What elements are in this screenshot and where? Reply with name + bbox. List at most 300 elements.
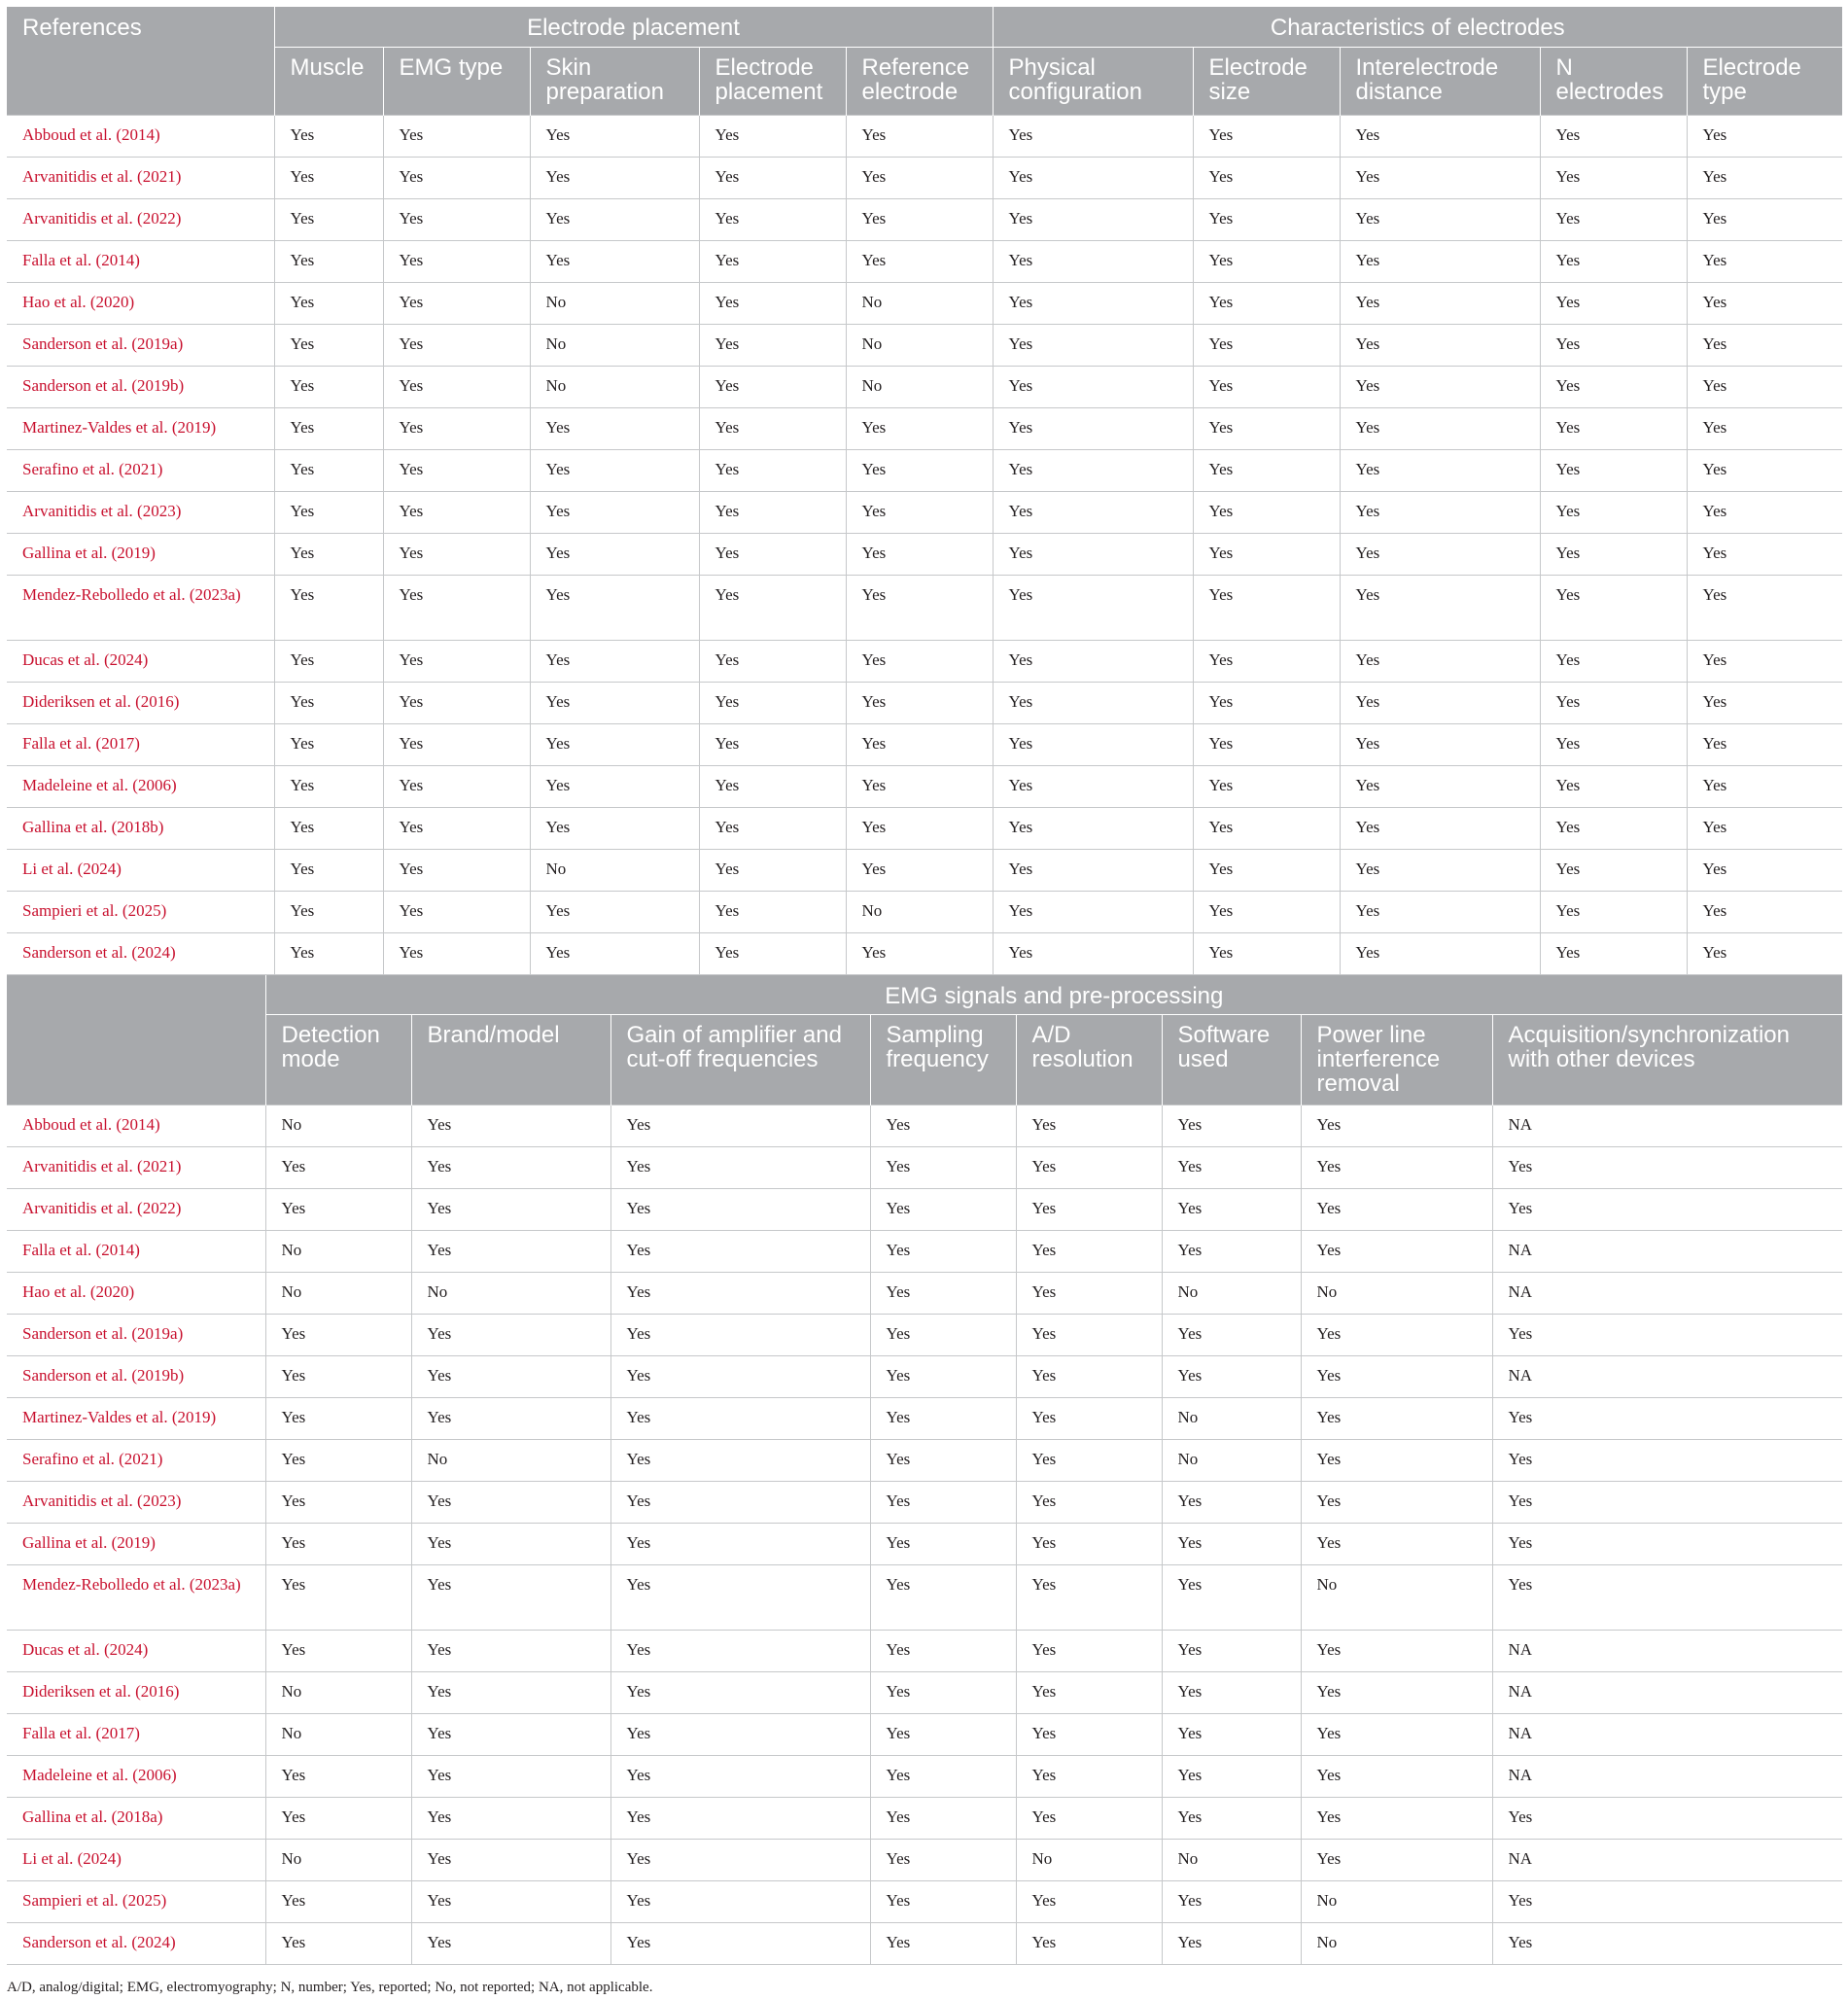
table-cell: No bbox=[1301, 1923, 1492, 1965]
reference-link[interactable]: Arvanitidis et al. (2021) bbox=[7, 1147, 265, 1189]
table-cell: Yes bbox=[1540, 198, 1687, 240]
table-cell: Yes bbox=[383, 157, 530, 198]
table-cell: Yes bbox=[383, 324, 530, 366]
table-cell: Yes bbox=[530, 682, 699, 723]
table-cell: Yes bbox=[1193, 807, 1340, 849]
reference-link[interactable]: Gallina et al. (2019) bbox=[7, 533, 274, 575]
table-cell: Yes bbox=[530, 115, 699, 157]
table-cell: Yes bbox=[1340, 157, 1540, 198]
table-cell: No bbox=[530, 324, 699, 366]
table-cell: Yes bbox=[274, 849, 383, 891]
reference-link[interactable]: Serafino et al. (2021) bbox=[7, 1440, 265, 1482]
table-cell: Yes bbox=[870, 1315, 1016, 1356]
table-cell: Yes bbox=[1193, 491, 1340, 533]
reference-link[interactable]: Martinez-Valdes et al. (2019) bbox=[7, 407, 274, 449]
table-cell: Yes bbox=[383, 849, 530, 891]
reference-link[interactable]: Sanderson et al. (2019a) bbox=[7, 1315, 265, 1356]
table-row bbox=[7, 449, 1842, 491]
table-cell: Yes bbox=[274, 449, 383, 491]
table-cell: NA bbox=[1492, 1840, 1842, 1881]
table-cell: Yes bbox=[1193, 407, 1340, 449]
table-cell: Yes bbox=[1016, 1631, 1162, 1672]
table-row bbox=[7, 1840, 1842, 1881]
table-cell: No bbox=[265, 1273, 411, 1315]
column-header: Muscle bbox=[274, 47, 383, 115]
table-cell: Yes bbox=[846, 449, 993, 491]
table-cell: Yes bbox=[1193, 449, 1340, 491]
table-cell: Yes bbox=[411, 1565, 610, 1631]
table-cell: Yes bbox=[993, 491, 1193, 533]
table-row bbox=[7, 1440, 1842, 1482]
table-row bbox=[7, 765, 1842, 807]
table-cell: Yes bbox=[610, 1315, 870, 1356]
table-cell: Yes bbox=[274, 723, 383, 765]
table-cell: Yes bbox=[870, 1672, 1016, 1714]
table-cell: Yes bbox=[1540, 366, 1687, 407]
table-cell: Yes bbox=[1193, 891, 1340, 932]
group-header-electrode-placement: Electrode placement bbox=[274, 7, 993, 47]
table-cell: Yes bbox=[274, 765, 383, 807]
table-cell: No bbox=[530, 366, 699, 407]
table-cell: Yes bbox=[993, 115, 1193, 157]
electrode-table bbox=[7, 7, 1842, 975]
table-cell: Yes bbox=[1540, 282, 1687, 324]
table-cell: Yes bbox=[1540, 533, 1687, 575]
table-row bbox=[7, 932, 1842, 974]
table-wrapper bbox=[7, 7, 1842, 1965]
table-cell: Yes bbox=[1540, 575, 1687, 640]
table-cell: Yes bbox=[1492, 1923, 1842, 1965]
table-cell: Yes bbox=[610, 1189, 870, 1231]
table-cell: Yes bbox=[846, 723, 993, 765]
table-cell: Yes bbox=[1193, 533, 1340, 575]
table-cell: Yes bbox=[530, 449, 699, 491]
table-cell: Yes bbox=[1193, 765, 1340, 807]
table-cell: Yes bbox=[699, 491, 846, 533]
reference-link[interactable]: Falla et al. (2017) bbox=[7, 1714, 265, 1756]
reference-link[interactable]: Arvanitidis et al. (2022) bbox=[7, 1189, 265, 1231]
table-cell: Yes bbox=[1687, 533, 1842, 575]
table-cell: Yes bbox=[265, 1147, 411, 1189]
table-cell: Yes bbox=[870, 1565, 1016, 1631]
table-cell: Yes bbox=[699, 932, 846, 974]
table-cell: Yes bbox=[265, 1565, 411, 1631]
table-cell: NA bbox=[1492, 1105, 1842, 1147]
table-cell: Yes bbox=[411, 1756, 610, 1798]
table-row bbox=[7, 1881, 1842, 1923]
table-cell: Yes bbox=[1540, 407, 1687, 449]
table-cell: Yes bbox=[610, 1565, 870, 1631]
table-cell: Yes bbox=[699, 891, 846, 932]
table-cell: Yes bbox=[610, 1273, 870, 1315]
table-cell: Yes bbox=[274, 407, 383, 449]
table-cell: Yes bbox=[411, 1881, 610, 1923]
table-cell: Yes bbox=[846, 115, 993, 157]
table-cell: Yes bbox=[1162, 1714, 1301, 1756]
table-row bbox=[7, 407, 1842, 449]
table-cell: Yes bbox=[1687, 282, 1842, 324]
column-header: Detection mode bbox=[265, 1015, 411, 1105]
table-cell: Yes bbox=[1687, 240, 1842, 282]
table-cell: Yes bbox=[1687, 366, 1842, 407]
table-cell: Yes bbox=[870, 1881, 1016, 1923]
table-cell: Yes bbox=[1340, 407, 1540, 449]
table-cell: Yes bbox=[1301, 1189, 1492, 1231]
table-cell: Yes bbox=[530, 807, 699, 849]
table-cell: No bbox=[1301, 1881, 1492, 1923]
table-cell: Yes bbox=[1540, 807, 1687, 849]
table-cell: NA bbox=[1492, 1714, 1842, 1756]
table-cell: Yes bbox=[1687, 575, 1842, 640]
reference-link[interactable]: Dideriksen et al. (2016) bbox=[7, 1672, 265, 1714]
table-cell: Yes bbox=[530, 157, 699, 198]
table-row bbox=[7, 1231, 1842, 1273]
table-cell: Yes bbox=[530, 723, 699, 765]
table-cell: Yes bbox=[1540, 723, 1687, 765]
table-cell: Yes bbox=[1193, 240, 1340, 282]
table-cell: Yes bbox=[846, 575, 993, 640]
reference-link[interactable]: Sanderson et al. (2024) bbox=[7, 1923, 265, 1965]
reference-link[interactable]: Sampieri et al. (2025) bbox=[7, 1881, 265, 1923]
table-cell: Yes bbox=[699, 765, 846, 807]
reference-link[interactable]: Falla et al. (2014) bbox=[7, 240, 274, 282]
table-cell: Yes bbox=[383, 115, 530, 157]
reference-link[interactable]: Sanderson et al. (2019a) bbox=[7, 324, 274, 366]
reference-link[interactable]: Arvanitidis et al. (2022) bbox=[7, 198, 274, 240]
table-cell: Yes bbox=[993, 533, 1193, 575]
table-cell: Yes bbox=[993, 891, 1193, 932]
column-header: Interelectrode distance bbox=[1340, 47, 1540, 115]
table-cell: Yes bbox=[274, 807, 383, 849]
table-row bbox=[7, 1315, 1842, 1356]
table-cell: Yes bbox=[411, 1105, 610, 1147]
table-cell: Yes bbox=[1687, 407, 1842, 449]
table-cell: Yes bbox=[1340, 849, 1540, 891]
table-cell: Yes bbox=[1162, 1105, 1301, 1147]
table-cell: Yes bbox=[870, 1840, 1016, 1881]
table-cell: Yes bbox=[699, 849, 846, 891]
reference-link[interactable]: Gallina et al. (2019) bbox=[7, 1524, 265, 1565]
table-cell: Yes bbox=[699, 240, 846, 282]
reference-link[interactable]: Sanderson et al. (2019b) bbox=[7, 366, 274, 407]
table-cell: No bbox=[411, 1273, 610, 1315]
table-cell: Yes bbox=[846, 491, 993, 533]
table-cell: Yes bbox=[1193, 849, 1340, 891]
table-cell: Yes bbox=[1540, 640, 1687, 682]
table-cell: Yes bbox=[274, 282, 383, 324]
table-row bbox=[7, 849, 1842, 891]
table-cell: Yes bbox=[1016, 1881, 1162, 1923]
reference-link[interactable]: Ducas et al. (2024) bbox=[7, 1631, 265, 1672]
table-row bbox=[7, 1189, 1842, 1231]
table-cell: Yes bbox=[274, 324, 383, 366]
table-row bbox=[7, 1524, 1842, 1565]
table-cell: Yes bbox=[1162, 1565, 1301, 1631]
table-cell: Yes bbox=[265, 1881, 411, 1923]
table-cell: Yes bbox=[383, 533, 530, 575]
table-cell: Yes bbox=[383, 282, 530, 324]
table-cell: Yes bbox=[1016, 1565, 1162, 1631]
table-cell: Yes bbox=[846, 932, 993, 974]
table-cell: Yes bbox=[1016, 1147, 1162, 1189]
table-cell: Yes bbox=[530, 765, 699, 807]
table-cell: Yes bbox=[411, 1631, 610, 1672]
table-cell: Yes bbox=[1492, 1147, 1842, 1189]
reference-link[interactable]: Gallina et al. (2018b) bbox=[7, 807, 274, 849]
table-cell: Yes bbox=[1016, 1105, 1162, 1147]
table-cell: Yes bbox=[1301, 1105, 1492, 1147]
table-cell: Yes bbox=[1492, 1881, 1842, 1923]
reference-link[interactable]: Li et al. (2024) bbox=[7, 849, 274, 891]
table-cell: Yes bbox=[993, 682, 1193, 723]
table-cell: Yes bbox=[699, 682, 846, 723]
table-cell: Yes bbox=[1687, 723, 1842, 765]
table-cell: Yes bbox=[265, 1482, 411, 1524]
table-cell: Yes bbox=[699, 198, 846, 240]
table-cell: Yes bbox=[1340, 932, 1540, 974]
reference-link[interactable]: Arvanitidis et al. (2023) bbox=[7, 1482, 265, 1524]
table-cell: No bbox=[1016, 1840, 1162, 1881]
table-cell: NA bbox=[1492, 1356, 1842, 1398]
table-cell: Yes bbox=[1340, 282, 1540, 324]
table-cell: Yes bbox=[1340, 891, 1540, 932]
table-cell: Yes bbox=[411, 1798, 610, 1840]
table-cell: Yes bbox=[1687, 640, 1842, 682]
table-cell: Yes bbox=[846, 198, 993, 240]
table-cell: Yes bbox=[1687, 849, 1842, 891]
table-cell: Yes bbox=[1340, 198, 1540, 240]
table-cell: Yes bbox=[870, 1147, 1016, 1189]
table-footnote: A/D, analog/digital; EMG, electromyography; N, number; Yes, reported; No, not reported; NA, not applicable. bbox=[7, 1980, 653, 1995]
table-cell: Yes bbox=[383, 765, 530, 807]
table-cell: Yes bbox=[1016, 1273, 1162, 1315]
reference-link[interactable]: Sampieri et al. (2025) bbox=[7, 891, 274, 932]
table-cell: Yes bbox=[610, 1398, 870, 1440]
reference-link[interactable]: Li et al. (2024) bbox=[7, 1840, 265, 1881]
table-row bbox=[7, 1756, 1842, 1798]
table-row bbox=[7, 1923, 1842, 1965]
reference-link[interactable]: Falla et al. (2017) bbox=[7, 723, 274, 765]
table-cell: Yes bbox=[993, 366, 1193, 407]
table-cell: Yes bbox=[1301, 1147, 1492, 1189]
table-cell: No bbox=[1301, 1565, 1492, 1631]
table-cell: Yes bbox=[1193, 682, 1340, 723]
table-cell: Yes bbox=[610, 1881, 870, 1923]
table-cell: Yes bbox=[1540, 765, 1687, 807]
table-cell: Yes bbox=[870, 1923, 1016, 1965]
reference-link[interactable]: Madeleine et al. (2006) bbox=[7, 765, 274, 807]
reference-link[interactable]: Abboud et al. (2014) bbox=[7, 115, 274, 157]
table-cell: Yes bbox=[699, 407, 846, 449]
table-cell: Yes bbox=[1193, 157, 1340, 198]
table-cell: Yes bbox=[699, 533, 846, 575]
reference-link[interactable]: Sanderson et al. (2024) bbox=[7, 932, 274, 974]
table-cell: Yes bbox=[265, 1923, 411, 1965]
reference-link[interactable]: Madeleine et al. (2006) bbox=[7, 1756, 265, 1798]
table-cell: No bbox=[530, 849, 699, 891]
table-cell: Yes bbox=[1340, 682, 1540, 723]
table-cell: Yes bbox=[1340, 491, 1540, 533]
table-cell: Yes bbox=[1162, 1315, 1301, 1356]
column-header: Electrode placement bbox=[699, 47, 846, 115]
table-cell: Yes bbox=[846, 407, 993, 449]
table-cell: Yes bbox=[846, 533, 993, 575]
table-cell: Yes bbox=[699, 157, 846, 198]
table-row bbox=[7, 491, 1842, 533]
table-cell: Yes bbox=[1687, 682, 1842, 723]
table-cell: Yes bbox=[1162, 1923, 1301, 1965]
table-cell: NA bbox=[1492, 1273, 1842, 1315]
table-row bbox=[7, 240, 1842, 282]
table-cell: No bbox=[265, 1105, 411, 1147]
table-cell: Yes bbox=[274, 640, 383, 682]
table-cell: No bbox=[265, 1672, 411, 1714]
table-cell: Yes bbox=[870, 1524, 1016, 1565]
reference-link[interactable]: Gallina et al. (2018a) bbox=[7, 1798, 265, 1840]
reference-link[interactable]: Arvanitidis et al. (2021) bbox=[7, 157, 274, 198]
table-cell: Yes bbox=[530, 640, 699, 682]
reference-link[interactable]: Serafino et al. (2021) bbox=[7, 449, 274, 491]
reference-link[interactable]: Mendez-Rebolledo et al. (2023a) bbox=[7, 1565, 265, 1631]
table-cell: Yes bbox=[274, 198, 383, 240]
table-cell: Yes bbox=[1301, 1756, 1492, 1798]
table-cell: Yes bbox=[1162, 1881, 1301, 1923]
table-row bbox=[7, 1714, 1842, 1756]
table-cell: Yes bbox=[699, 807, 846, 849]
column-header: Electrode type bbox=[1687, 47, 1842, 115]
table-cell: Yes bbox=[610, 1356, 870, 1398]
table-cell: Yes bbox=[1687, 115, 1842, 157]
table-cell: Yes bbox=[383, 640, 530, 682]
table-cell: Yes bbox=[993, 932, 1193, 974]
table-cell: Yes bbox=[383, 449, 530, 491]
reference-link[interactable]: Martinez-Valdes et al. (2019) bbox=[7, 1398, 265, 1440]
table-cell: Yes bbox=[265, 1356, 411, 1398]
reference-link[interactable]: Dideriksen et al. (2016) bbox=[7, 682, 274, 723]
table-cell: Yes bbox=[1193, 575, 1340, 640]
column-header: Power line interference removal bbox=[1301, 1015, 1492, 1105]
table-cell: Yes bbox=[870, 1105, 1016, 1147]
group-header-characteristics: Characteristics of electrodes bbox=[993, 7, 1842, 47]
table-cell: Yes bbox=[383, 198, 530, 240]
table-cell: Yes bbox=[411, 1923, 610, 1965]
table-cell: Yes bbox=[1687, 932, 1842, 974]
table-cell: Yes bbox=[383, 807, 530, 849]
table-cell: Yes bbox=[1540, 324, 1687, 366]
table-cell: Yes bbox=[699, 640, 846, 682]
table-cell: Yes bbox=[1540, 682, 1687, 723]
emg-signals-table-body bbox=[7, 1105, 1842, 1965]
reference-link[interactable]: Ducas et al. (2024) bbox=[7, 640, 274, 682]
table-cell: Yes bbox=[383, 682, 530, 723]
table-cell: Yes bbox=[870, 1356, 1016, 1398]
table-cell: Yes bbox=[265, 1798, 411, 1840]
table-cell: Yes bbox=[1162, 1756, 1301, 1798]
table-cell: Yes bbox=[274, 575, 383, 640]
table-cell: Yes bbox=[1016, 1798, 1162, 1840]
table-row bbox=[7, 115, 1842, 157]
table-cell: No bbox=[1162, 1840, 1301, 1881]
table-cell: Yes bbox=[1687, 765, 1842, 807]
table-cell: Yes bbox=[265, 1315, 411, 1356]
table-cell: Yes bbox=[870, 1756, 1016, 1798]
table-cell: Yes bbox=[870, 1798, 1016, 1840]
column-header: Brand/model bbox=[411, 1015, 610, 1105]
table-row bbox=[7, 157, 1842, 198]
table-row bbox=[7, 324, 1842, 366]
table-cell: Yes bbox=[1492, 1524, 1842, 1565]
table-cell: Yes bbox=[1162, 1798, 1301, 1840]
table-cell: Yes bbox=[846, 640, 993, 682]
table-cell: Yes bbox=[1301, 1631, 1492, 1672]
table-cell: Yes bbox=[1301, 1714, 1492, 1756]
table-cell: Yes bbox=[993, 282, 1193, 324]
table-cell: Yes bbox=[1193, 723, 1340, 765]
table-cell: Yes bbox=[993, 240, 1193, 282]
reference-link[interactable]: Hao et al. (2020) bbox=[7, 1273, 265, 1315]
table-cell: Yes bbox=[383, 407, 530, 449]
electrode-table-body bbox=[7, 115, 1842, 974]
table-cell: Yes bbox=[610, 1231, 870, 1273]
table-cell: Yes bbox=[274, 115, 383, 157]
table-cell: Yes bbox=[846, 240, 993, 282]
table-cell: Yes bbox=[610, 1672, 870, 1714]
table-cell: Yes bbox=[383, 891, 530, 932]
table-cell: Yes bbox=[274, 157, 383, 198]
table-cell: Yes bbox=[1687, 157, 1842, 198]
table-cell: Yes bbox=[1162, 1524, 1301, 1565]
table-cell: Yes bbox=[1162, 1231, 1301, 1273]
table-cell: Yes bbox=[1016, 1231, 1162, 1273]
table-row bbox=[7, 1398, 1842, 1440]
table-cell: No bbox=[846, 366, 993, 407]
reference-link[interactable]: Hao et al. (2020) bbox=[7, 282, 274, 324]
table-cell: Yes bbox=[1193, 115, 1340, 157]
table-cell: Yes bbox=[411, 1714, 610, 1756]
table-row bbox=[7, 282, 1842, 324]
reference-link[interactable]: Abboud et al. (2014) bbox=[7, 1105, 265, 1147]
table-cell: Yes bbox=[699, 575, 846, 640]
table-cell: Yes bbox=[993, 640, 1193, 682]
table-cell: Yes bbox=[1540, 932, 1687, 974]
table-cell: Yes bbox=[1340, 449, 1540, 491]
table-cell: Yes bbox=[274, 366, 383, 407]
table-cell: Yes bbox=[1193, 640, 1340, 682]
table-cell: Yes bbox=[1016, 1714, 1162, 1756]
table-cell: Yes bbox=[993, 849, 1193, 891]
table-cell: Yes bbox=[383, 366, 530, 407]
reference-link[interactable]: Falla et al. (2014) bbox=[7, 1231, 265, 1273]
table-cell: Yes bbox=[1193, 282, 1340, 324]
table-cell: Yes bbox=[1016, 1672, 1162, 1714]
table-cell: No bbox=[265, 1231, 411, 1273]
table-cell: Yes bbox=[411, 1189, 610, 1231]
table-cell: Yes bbox=[1492, 1189, 1842, 1231]
table-cell: Yes bbox=[530, 533, 699, 575]
table-cell: Yes bbox=[411, 1315, 610, 1356]
reference-link[interactable]: Mendez-Rebolledo et al. (2023a) bbox=[7, 575, 274, 640]
reference-link[interactable]: Sanderson et al. (2019b) bbox=[7, 1356, 265, 1398]
table-cell: Yes bbox=[993, 575, 1193, 640]
table-cell: No bbox=[1162, 1273, 1301, 1315]
table-row bbox=[7, 1356, 1842, 1398]
table-cell: Yes bbox=[411, 1840, 610, 1881]
group-header-emg-signals: EMG signals and pre-processing bbox=[265, 975, 1842, 1015]
table-cell: Yes bbox=[610, 1923, 870, 1965]
reference-link[interactable]: Arvanitidis et al. (2023) bbox=[7, 491, 274, 533]
table-cell: Yes bbox=[1193, 366, 1340, 407]
table-cell: No bbox=[530, 282, 699, 324]
